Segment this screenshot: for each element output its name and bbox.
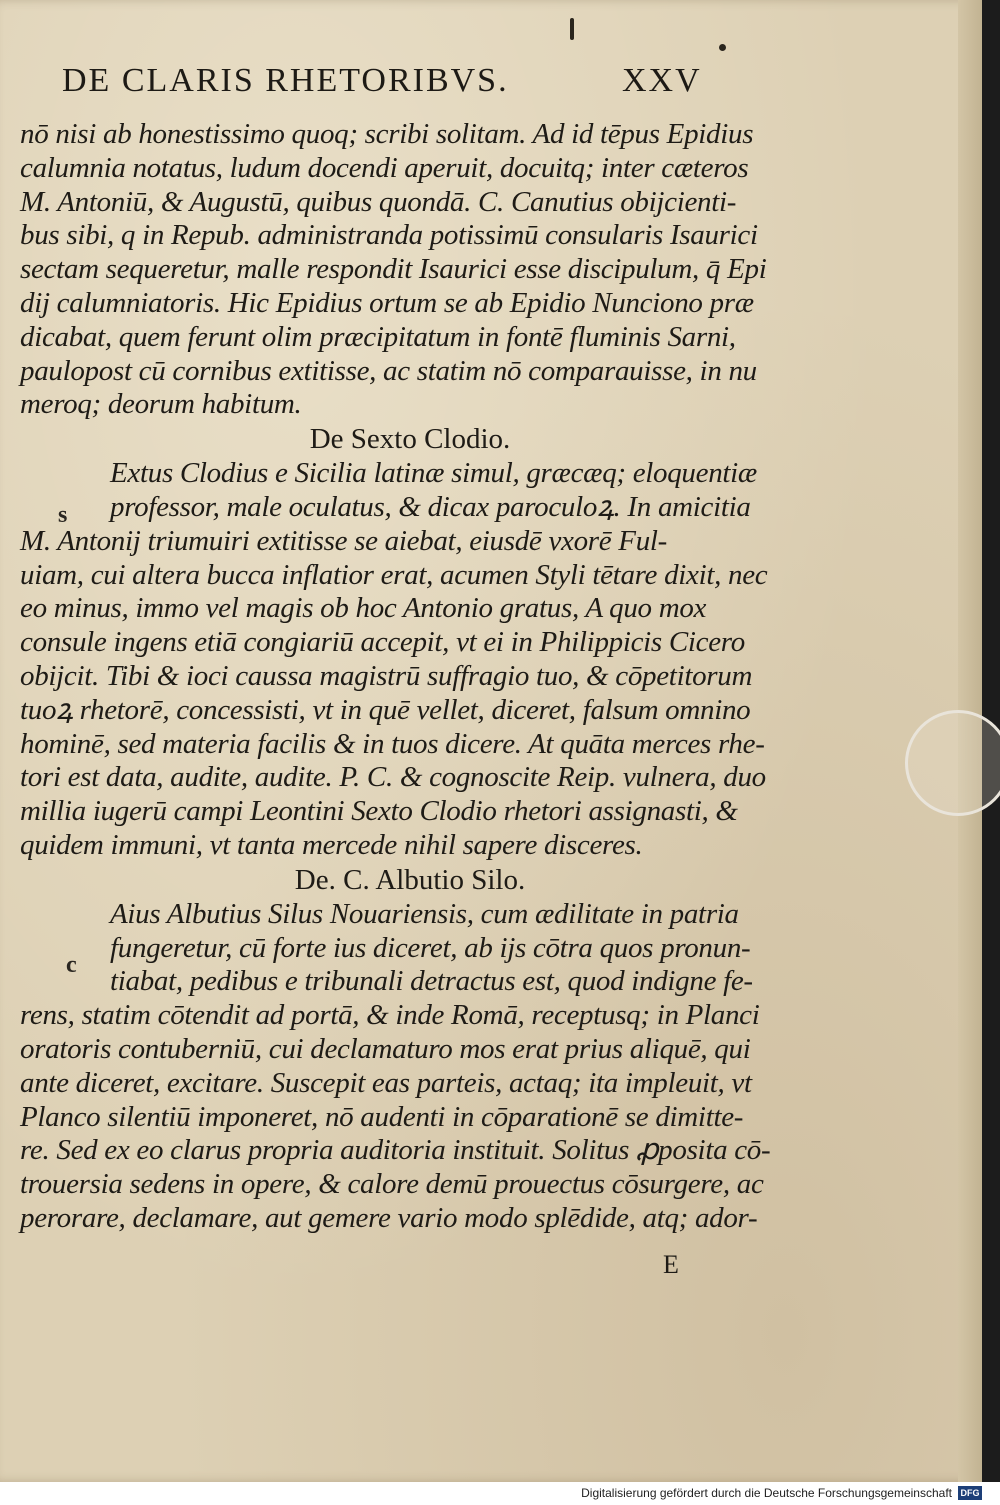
text-line: tori est data, audite, audite. P. C. & cognoscite Reip. vulnera, duo [20,761,766,794]
text-line: obijcit. Tibi & ioci caussa magistrū suffragio tuo, & cōpetitorum [20,659,753,692]
text-line: uiam, cui altera bucca inflatior erat, acumen Styli tētare dixit, nec [20,558,768,591]
text-line: Extus Clodius e Sicilia latinæ simul, græcæq; eloquentiæ [110,457,757,490]
text-line: Planco silentiū imponeret, nō audenti in cōparationē se dimitte- [20,1100,744,1133]
text-line: quidem immuni, vt tanta mercede nihil sapere disceres. [20,828,643,861]
text-line: tiabat, pedibus e tribunali detractus est, quod indigne fe- [110,965,753,998]
text-line: dicabat, quem ferunt olim præcipitatum in fontē fluminis Sarni, [20,320,736,353]
text-line: calumnia notatus, ludum docendi aperuit, docuitq; inter cæteros [20,151,749,184]
section-heading: De Sexto Clodio. [309,423,511,456]
text-line: dij calumniatoris. Hic Epidius ortum se ab Epidio Nunciono præ [20,286,754,319]
text-line: oratoris contuberniū, cui declamaturo mos erat prius aliquē, qui [20,1032,751,1065]
text-line: trouersia sedens in opere, & calore demū prouectus cōsurgere, ac [20,1168,764,1201]
text-line: ante diceret, excitare. Suscepit eas parteis, actaq; ita impleuit, vt [20,1066,752,1099]
dfg-logo: DFG [958,1486,982,1500]
text-line: tuoꝝ rhetorē, concessisti, vt in quē vellet, diceret, falsum omnino [20,693,751,726]
text-line: professor, male oculatus, & dicax paroculoꝝ. In amicitia [110,490,751,523]
text-block [20,118,771,1236]
text-line: millia iugerū campi Leontini Sexto Clodio rhetori assignasti, & [20,795,738,828]
signature-mark: E [663,1250,679,1279]
section-heading: De. C. Albutio Silo. [294,863,526,896]
text-line: M. Antonij triumuiri extitisse se aiebat, eiusdē vxorē Ful- [20,524,668,557]
text-line: Aius Albutius Silus Nouariensis, cum ædilitate in patria [110,897,739,930]
text-line: hominē, sed materia facilis & in tuos dicere. At quāta merces rhe- [20,727,765,760]
text-line: eo minus, immo vel magis ob hoc Antonio gratus, A quo mox [20,592,707,625]
guide-letter: s [58,502,68,528]
text-line: meroq; deorum habitum. [20,388,302,421]
footer-bar [0,1482,1000,1505]
text-line: re. Sed ex eo clarus propria auditoria instituit. Solitus ꝓposita cō- [20,1134,771,1167]
text-line: rens, statim cōtendit ad portā, & inde Romā, receptusq; in Planci [20,999,760,1032]
funding-credit: Digitalisierung gefördert durch die Deutsche Forschungsgemeinschaft [581,1486,952,1500]
text-line: M. Antoniū, & Augustū, quibus quondā. C. Canutius obijcienti- [20,185,737,218]
ink-spot [719,44,726,51]
text-line: nō nisi ab honestissimo quoq; scribi solitam. Ad id tēpus Epidius [20,118,754,150]
text-line: consule ingens etiā congiariū accepit, vt ei in Philippicis Cicero [20,626,745,659]
running-head: DE CLARIS RHETORIBVS. [62,62,509,99]
guide-letter: c [66,952,77,978]
text-line: perorare, declamare, aut gemere vario modo splēdide, atq; ador- [20,1201,758,1234]
ink-mark [570,18,574,40]
page-clip-ring [905,710,1000,816]
text-line: sectam sequeretur, malle respondit Isaurici esse discipulum, q̄ Epi [20,253,767,286]
folio-number: XXV [622,62,702,99]
text-line: bus sibi, q in Repub. administranda potissimū consularis Isaurici [20,219,758,252]
text-line: paulopost cū cornibus extitisse, ac statim nō comparauisse, in nu [20,354,757,387]
text-line: fungeretur, cū forte ius diceret, ab ijs cōtra quos pronun- [110,931,751,964]
